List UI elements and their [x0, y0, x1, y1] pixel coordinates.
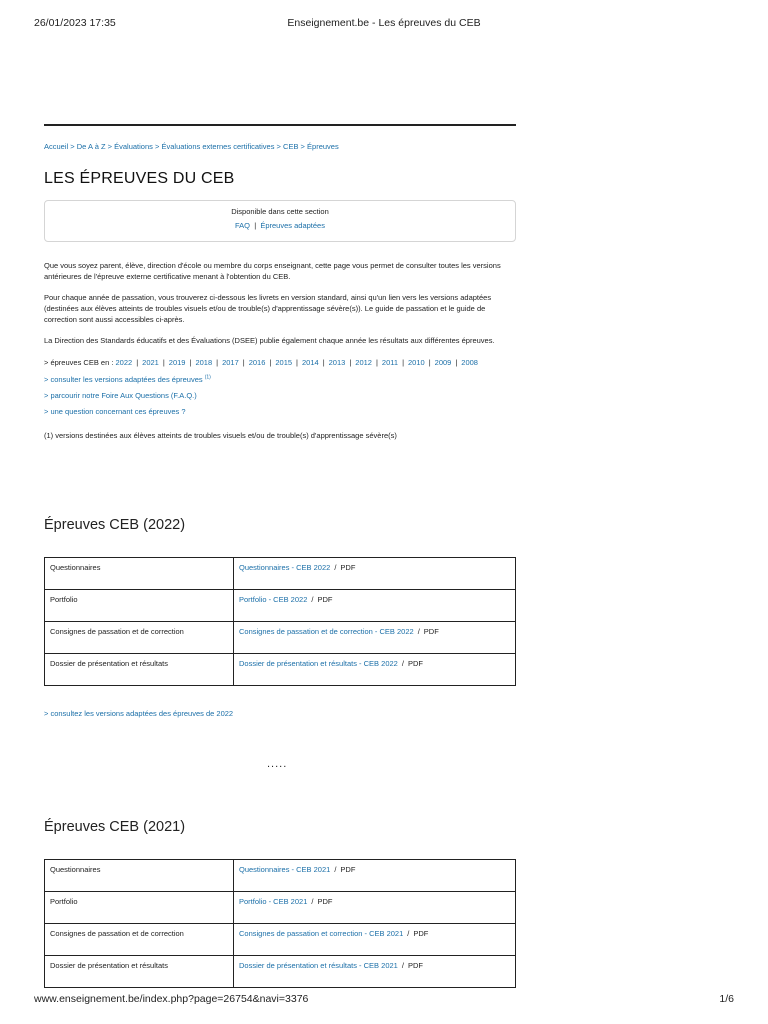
adapted-versions-text: > consulter les versions adaptées des épreuves	[44, 374, 203, 384]
top-divider	[44, 124, 516, 126]
years-separator: |	[162, 358, 165, 367]
document-link[interactable]: Portfolio - CEB 2022	[239, 595, 308, 604]
section-2022	[44, 516, 516, 719]
document-link[interactable]: Dossier de présentation et résultats - CEB 2021	[239, 961, 398, 970]
print-url: www.enseignement.be/index.php?page=26754&navi=3376	[34, 993, 309, 1005]
row-cell: Consignes de passation et de correction - CEB 2022 / PDF	[234, 622, 516, 654]
breadcrumb-epreuves[interactable]: Épreuves	[307, 142, 339, 151]
years-separator: |	[242, 358, 245, 367]
format-label: PDF	[407, 659, 423, 668]
format-label: PDF	[340, 563, 356, 572]
breadcrumb-evaluations-externes[interactable]: Évaluations externes certificatives	[161, 142, 275, 151]
year-link-2013[interactable]: 2013	[328, 358, 346, 367]
years-separator: |	[322, 358, 325, 367]
breadcrumb-separator: >	[155, 142, 160, 151]
row-label: Portfolio	[45, 892, 234, 924]
section-title-2022: Épreuves CEB (2022)	[44, 517, 186, 533]
intro-paragraph-3: La Direction des Standards éducatifs et des Évaluations (DSEE) publie également chaque année les résultats aux différentes épreuves.	[44, 336, 495, 345]
row-label: Consignes de passation et de correction	[45, 622, 234, 654]
faq-line	[44, 391, 516, 401]
table-row	[45, 956, 516, 988]
years-separator: |	[136, 358, 139, 367]
section-title-2021: Épreuves CEB (2021)	[44, 819, 186, 835]
format-label: PDF	[317, 595, 333, 604]
print-page-number: 1/6	[719, 993, 734, 1005]
table-row	[45, 654, 516, 686]
adapted-2022-link[interactable]: > consultez les versions adaptées des épreuves de 2022	[44, 709, 234, 718]
document-link[interactable]: Consignes de passation et de correction - CEB 2022	[239, 627, 414, 636]
intro-paragraph-1: Que vous soyez parent, élève, direction d'école ou membre du corps enseignant, cette page vous permet de consulter toutes les versions antérieures de l'épreuve externe certificative menant à l'obtention du CEB.	[44, 261, 501, 281]
document-link[interactable]: Portfolio - CEB 2021	[239, 897, 308, 906]
breadcrumb-de-a-a-z[interactable]: De A à Z	[76, 142, 106, 151]
section-box-separator: |	[254, 221, 257, 230]
breadcrumb-separator: >	[276, 142, 281, 151]
breadcrumb-evaluations[interactable]: Évaluations	[114, 142, 153, 151]
print-header	[34, 17, 734, 31]
section-box-links	[45, 221, 515, 231]
table-row	[45, 892, 516, 924]
year-link-2018[interactable]: 2018	[195, 358, 213, 367]
year-link-2019[interactable]: 2019	[168, 358, 186, 367]
years-separator: |	[402, 358, 405, 367]
years-separator: |	[455, 358, 458, 367]
year-link-2022[interactable]: 2022	[115, 358, 133, 367]
row-cell: Questionnaires - CEB 2021 / PDF	[234, 860, 516, 892]
breadcrumb-separator: >	[70, 142, 75, 151]
question-line	[44, 407, 516, 417]
document-link[interactable]: Dossier de présentation et résultats - CEB 2022	[239, 659, 398, 668]
row-label: Dossier de présentation et résultats	[45, 654, 234, 686]
year-link-2014[interactable]: 2014	[302, 358, 319, 367]
year-link-2008[interactable]: 2008	[461, 358, 478, 367]
faq-link[interactable]: FAQ	[235, 221, 251, 230]
table-row	[45, 622, 516, 654]
row-cell: Questionnaires - CEB 2022 / PDF	[234, 558, 516, 590]
format-label: PDF	[407, 961, 423, 970]
years-separator: |	[296, 358, 298, 367]
years-separator: |	[269, 358, 272, 367]
breadcrumb-separator: >	[107, 142, 113, 151]
row-cell: Dossier de présentation et résultats - CEB 2021 / PDF	[234, 956, 516, 988]
year-link-2011[interactable]: 2011	[381, 358, 399, 367]
years-prefix: > épreuves CEB en :	[44, 358, 114, 367]
format-label: PDF	[413, 929, 429, 938]
table-row	[45, 590, 516, 622]
years-line	[44, 358, 516, 368]
table-2022	[44, 557, 516, 686]
year-link-2012[interactable]: 2012	[355, 358, 372, 367]
years-list	[116, 358, 478, 367]
row-label: Consignes de passation et de correction	[45, 924, 234, 956]
years-separator: |	[349, 358, 352, 367]
breadcrumb	[44, 142, 516, 152]
format-label: PDF	[317, 897, 333, 906]
row-label: Questionnaires	[45, 558, 234, 590]
format-label: PDF	[340, 865, 356, 874]
year-link-2021[interactable]: 2021	[142, 358, 159, 367]
breadcrumb-separator: >	[300, 142, 305, 151]
row-label: Dossier de présentation et résultats	[45, 956, 234, 988]
row-cell: Dossier de présentation et résultats - CEB 2022 / PDF	[234, 654, 516, 686]
table-row	[45, 558, 516, 590]
epreuves-adaptees-link[interactable]: Épreuves adaptées	[260, 221, 325, 230]
table-row	[45, 924, 516, 956]
intro-paragraph-2: Pour chaque année de passation, vous trouverez ci-dessous les livrets en version standard, ainsi qu'un lien vers les versions adaptées (destinées aux élèves atteints de troubles visuels et/ou de trouble(s) d'apprentissage sévère(s)). Le guide de passation et le guide de correction sont aussi accessibles ci-après.	[44, 293, 492, 324]
row-cell: Consignes de passation et correction - CEB 2021 / PDF	[234, 924, 516, 956]
faq-browse-link[interactable]: > parcourir notre Foire Aux Questions (F.A.Q.)	[44, 390, 197, 400]
format-label: PDF	[423, 627, 439, 636]
question-link[interactable]: > une question concernant ces épreuves ?	[44, 406, 186, 416]
footnote: (1) versions destinées aux élèves atteints de troubles visuels et/ou de trouble(s) d'apprentissage sévère(s)	[44, 430, 397, 440]
document-link[interactable]: Questionnaires - CEB 2021	[239, 865, 331, 874]
main-content	[44, 124, 516, 441]
section-box	[44, 200, 516, 242]
table-2021	[44, 859, 516, 988]
year-link-2016[interactable]: 2016	[248, 358, 266, 367]
year-link-2009[interactable]: 2009	[434, 358, 452, 367]
adapted-versions-link[interactable]	[44, 375, 211, 384]
row-cell: Portfolio - CEB 2022 / PDF	[234, 590, 516, 622]
row-cell: Portfolio - CEB 2021 / PDF	[234, 892, 516, 924]
divider-dots: .....	[267, 758, 288, 770]
section-2021	[44, 818, 516, 988]
adapted-versions-line	[44, 372, 516, 385]
table-row	[45, 860, 516, 892]
page-title: LES ÉPREUVES DU CEB	[44, 170, 235, 187]
year-link-2010[interactable]: 2010	[408, 358, 425, 367]
document-link[interactable]: Consignes de passation et correction - CEB 2021	[239, 929, 404, 938]
years-separator: |	[375, 358, 378, 367]
adapted-2022-line	[44, 709, 516, 719]
breadcrumb-accueil[interactable]: Accueil	[44, 142, 69, 151]
years-separator: |	[216, 358, 219, 367]
years-separator: |	[189, 358, 192, 367]
document-link[interactable]: Questionnaires - CEB 2022	[239, 563, 331, 572]
print-footer	[34, 993, 734, 1007]
row-label: Questionnaires	[45, 860, 234, 892]
year-link-2015[interactable]: 2015	[275, 358, 293, 367]
print-datetime: 26/01/2023 17:35	[34, 17, 116, 29]
years-separator: |	[428, 358, 431, 367]
year-link-2017[interactable]: 2017	[222, 358, 239, 367]
section-box-title: Disponible dans cette section	[231, 207, 329, 216]
print-title: Enseignement.be - Les épreuves du CEB	[287, 17, 481, 29]
footnote-ref: (1)	[204, 374, 211, 380]
row-label: Portfolio	[45, 590, 234, 622]
breadcrumb-ceb[interactable]: CEB	[283, 142, 299, 151]
